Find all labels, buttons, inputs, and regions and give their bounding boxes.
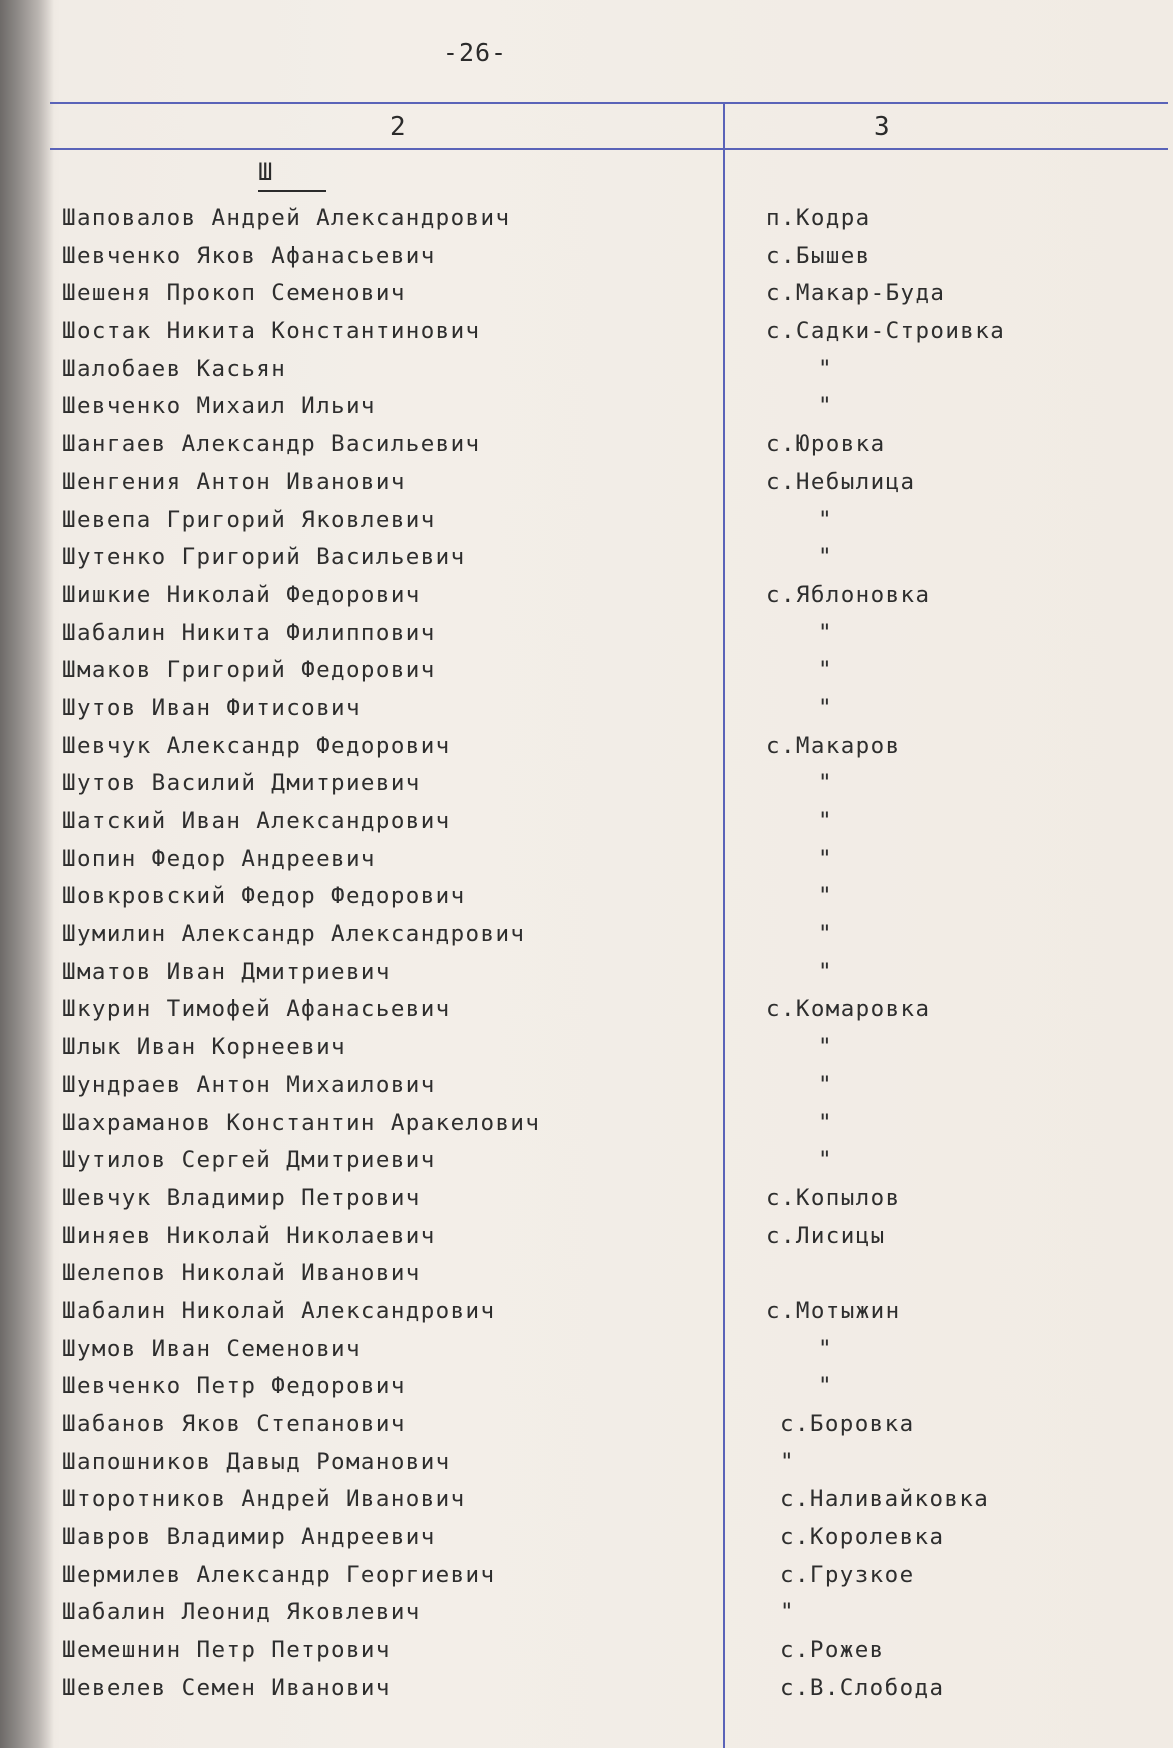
register-row	[0, 733, 1173, 771]
section-letter-heading: Ш	[258, 158, 326, 192]
person-name: Шермилев Александр Георгиевич	[62, 1561, 496, 1588]
ditto-mark: "	[818, 1109, 833, 1136]
place-name: с.Яблоновка	[766, 581, 931, 608]
ditto-mark: "	[818, 1373, 833, 1400]
place-name: с.Боровка	[780, 1411, 915, 1437]
person-name: Шенгения Антон Иванович	[62, 468, 406, 495]
register-row	[0, 431, 1173, 469]
place-name: с.Копылов	[766, 1184, 901, 1211]
person-name: Шматов Иван Дмитриевич	[62, 958, 391, 985]
register-row	[0, 1223, 1173, 1261]
ditto-mark: "	[818, 883, 833, 910]
person-name: Шлык Иван Корнеевич	[62, 1034, 346, 1061]
person-name: Шишкие Николай Федорович	[62, 581, 421, 608]
place-name: с.В.Слобода	[780, 1674, 945, 1701]
register-row	[0, 1599, 1173, 1637]
person-name: Шаповалов Андрей Александрович	[62, 205, 511, 231]
register-row	[0, 544, 1173, 582]
register-row	[0, 695, 1173, 733]
person-name: Шевченко Петр Федорович	[62, 1373, 406, 1400]
register-row	[0, 620, 1173, 658]
person-name: Шундраев Антон Михаилович	[62, 1071, 436, 1098]
register-row	[0, 1110, 1173, 1148]
person-name: Шевченко Яков Афанасьевич	[62, 242, 436, 269]
column-header-2: 2	[390, 112, 406, 142]
register-row	[0, 318, 1173, 356]
person-name: Шутов Василий Дмитриевич	[62, 770, 421, 797]
place-name: с.Мотыжин	[766, 1297, 901, 1324]
person-name: Шабалин Николай Александрович	[62, 1297, 496, 1324]
person-name: Шумов Иван Семенович	[62, 1335, 361, 1362]
register-row	[0, 1034, 1173, 1072]
person-name: Шкурин Тимофей Афанасьевич	[62, 996, 451, 1023]
person-name: Шавров Владимир Андреевич	[62, 1524, 436, 1551]
place-name: с.Лисицы	[766, 1222, 886, 1249]
person-name: Шмаков Григорий Федорович	[62, 657, 436, 684]
person-name: Шелепов Николай Иванович	[62, 1260, 421, 1287]
person-name: Шешеня Прокоп Семенович	[62, 280, 406, 307]
register-row	[0, 846, 1173, 884]
table-header-rule	[50, 148, 1168, 150]
ditto-mark: "	[818, 619, 833, 646]
ditto-mark: "	[818, 845, 833, 872]
ditto-mark: "	[818, 544, 833, 571]
register-row	[0, 770, 1173, 808]
person-name: Шангаев Александр Васильевич	[62, 431, 481, 458]
person-name: Шиняев Николай Николаевич	[62, 1222, 436, 1249]
column-header-3: 3	[874, 112, 890, 142]
ditto-mark: "	[818, 1071, 833, 1098]
person-name: Шостак Никита Константинович	[62, 318, 481, 345]
ditto-mark: "	[780, 1448, 795, 1475]
place-name: с.Наливайковка	[780, 1486, 990, 1513]
person-name: Шабалин Никита Филиппович	[62, 619, 436, 646]
register-row	[0, 1147, 1173, 1185]
ditto-mark: "	[818, 958, 833, 985]
person-name: Шалобаев Касьян	[62, 355, 287, 382]
register-row	[0, 1675, 1173, 1713]
register-row	[0, 657, 1173, 695]
place-name: с.Юровка	[766, 431, 886, 458]
register-list	[0, 205, 1173, 1713]
person-name: Шемешнин Петр Петрович	[62, 1637, 391, 1664]
register-row	[0, 507, 1173, 545]
register-row	[0, 205, 1173, 243]
register-row	[0, 808, 1173, 846]
person-name: Шапошников Давыд Романович	[62, 1448, 451, 1475]
person-name: Шевченко Михаил Ильич	[62, 393, 376, 420]
ditto-mark: "	[818, 808, 833, 834]
register-row	[0, 280, 1173, 318]
place-name: с.Макар-Буда	[766, 280, 946, 307]
ditto-mark: "	[818, 694, 833, 721]
ditto-mark: "	[818, 393, 833, 420]
person-name: Шутилов Сергей Дмитриевич	[62, 1147, 436, 1174]
ditto-mark: "	[780, 1599, 795, 1626]
ditto-mark: "	[818, 657, 833, 684]
ditto-mark: "	[818, 355, 833, 382]
table-top-rule	[50, 102, 1168, 104]
register-row	[0, 582, 1173, 620]
person-name: Шутенко Григорий Васильевич	[62, 544, 466, 571]
register-row	[0, 1449, 1173, 1487]
person-name: Шумилин Александр Александрович	[62, 921, 526, 948]
place-name: с.Комаровка	[766, 996, 931, 1023]
person-name: Шабанов Яков Степанович	[62, 1411, 406, 1437]
ditto-mark: "	[818, 1034, 833, 1061]
person-name: Шутов Иван Фитисович	[62, 694, 361, 721]
person-name: Шевчук Александр Федорович	[62, 732, 451, 759]
person-name: Шатский Иван Александрович	[62, 808, 451, 834]
register-row	[0, 1298, 1173, 1336]
person-name: Шторотников Андрей Иванович	[62, 1486, 466, 1513]
register-row	[0, 1260, 1173, 1298]
ditto-mark: "	[818, 1335, 833, 1362]
register-row	[0, 356, 1173, 394]
register-row	[0, 1637, 1173, 1675]
register-row	[0, 1072, 1173, 1110]
register-row	[0, 1411, 1173, 1449]
place-name: с.Небылица	[766, 468, 916, 495]
register-row	[0, 1486, 1173, 1524]
ditto-mark: "	[818, 506, 833, 533]
place-name: п.Кодра	[766, 205, 871, 231]
place-name: с.Садки-Строивка	[766, 318, 1006, 345]
place-name: с.Бышев	[766, 242, 871, 269]
register-row	[0, 1185, 1173, 1223]
ditto-mark: "	[818, 1147, 833, 1174]
ditto-mark: "	[818, 770, 833, 797]
person-name: Шевчук Владимир Петрович	[62, 1184, 421, 1211]
person-name: Шовкровский Федор Федорович	[62, 883, 466, 910]
place-name: с.Макаров	[766, 732, 901, 759]
person-name: Шахраманов Константин Аракелович	[62, 1109, 541, 1136]
page-number: -26-	[442, 38, 508, 67]
place-name: с.Рожев	[780, 1637, 885, 1664]
register-row	[0, 469, 1173, 507]
person-name: Шабалин Леонид Яковлевич	[62, 1599, 421, 1626]
register-row	[0, 996, 1173, 1034]
register-row	[0, 393, 1173, 431]
register-row	[0, 1373, 1173, 1411]
person-name: Шевелев Семен Иванович	[62, 1674, 391, 1701]
person-name: Шопин Федор Андреевич	[62, 845, 376, 872]
register-row	[0, 243, 1173, 281]
ditto-mark: "	[818, 921, 833, 948]
register-row	[0, 883, 1173, 921]
register-row	[0, 921, 1173, 959]
person-name: Шевепа Григорий Яковлевич	[62, 506, 436, 533]
register-row	[0, 1336, 1173, 1374]
place-name: с.Королевка	[780, 1524, 945, 1551]
register-row	[0, 1562, 1173, 1600]
register-row	[0, 1524, 1173, 1562]
place-name: с.Грузкое	[780, 1561, 915, 1588]
register-row	[0, 959, 1173, 997]
